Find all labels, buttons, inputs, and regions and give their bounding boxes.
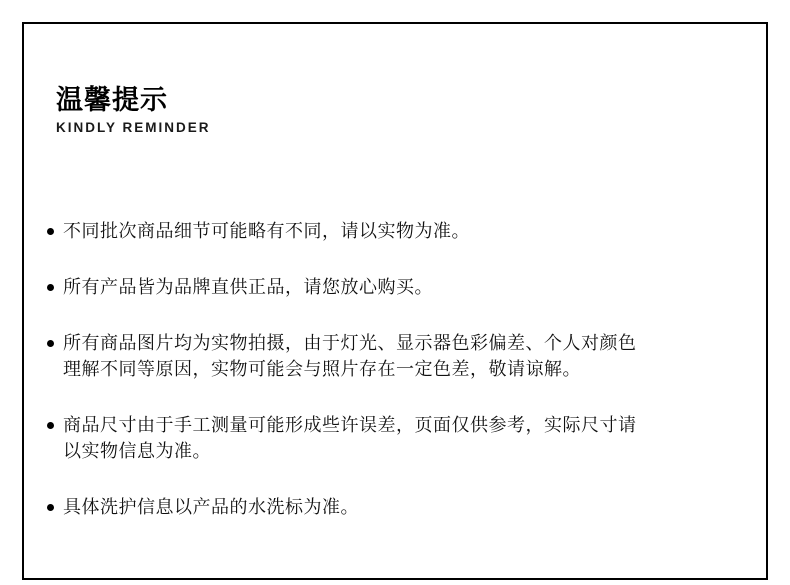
notice-text: 所有产品皆为品牌直供正品，请您放心购买。 xyxy=(63,277,433,297)
list-item xyxy=(47,494,647,520)
notice-list xyxy=(47,218,647,520)
list-item xyxy=(47,330,647,382)
page-subtitle: KINDLY REMINDER xyxy=(56,120,211,135)
bullet-dot-icon xyxy=(47,504,54,511)
bullet-dot-icon xyxy=(47,228,54,235)
notice-text: 具体洗护信息以产品的水洗标为准。 xyxy=(63,497,359,517)
notice-text: 所有商品图片均为实物拍摄，由于灯光、显示器色彩偏差、个人对颜色理解不同等原因，实物可能会与照片存在一定色差，敬请谅解。 xyxy=(63,333,637,379)
bullet-dot-icon xyxy=(47,284,54,291)
list-item xyxy=(47,274,647,300)
bullet-dot-icon xyxy=(47,340,54,347)
notice-text: 不同批次商品细节可能略有不同，请以实物为准。 xyxy=(63,221,470,241)
reminder-header xyxy=(56,84,766,136)
list-item xyxy=(47,218,647,244)
notice-text: 商品尺寸由于手工测量可能形成些许误差，页面仅供参考，实际尺寸请以实物信息为准。 xyxy=(63,415,637,461)
page-title: 温馨提示 xyxy=(56,85,168,115)
reminder-card-frame xyxy=(22,22,768,580)
bullet-dot-icon xyxy=(47,422,54,429)
list-item xyxy=(47,412,647,464)
